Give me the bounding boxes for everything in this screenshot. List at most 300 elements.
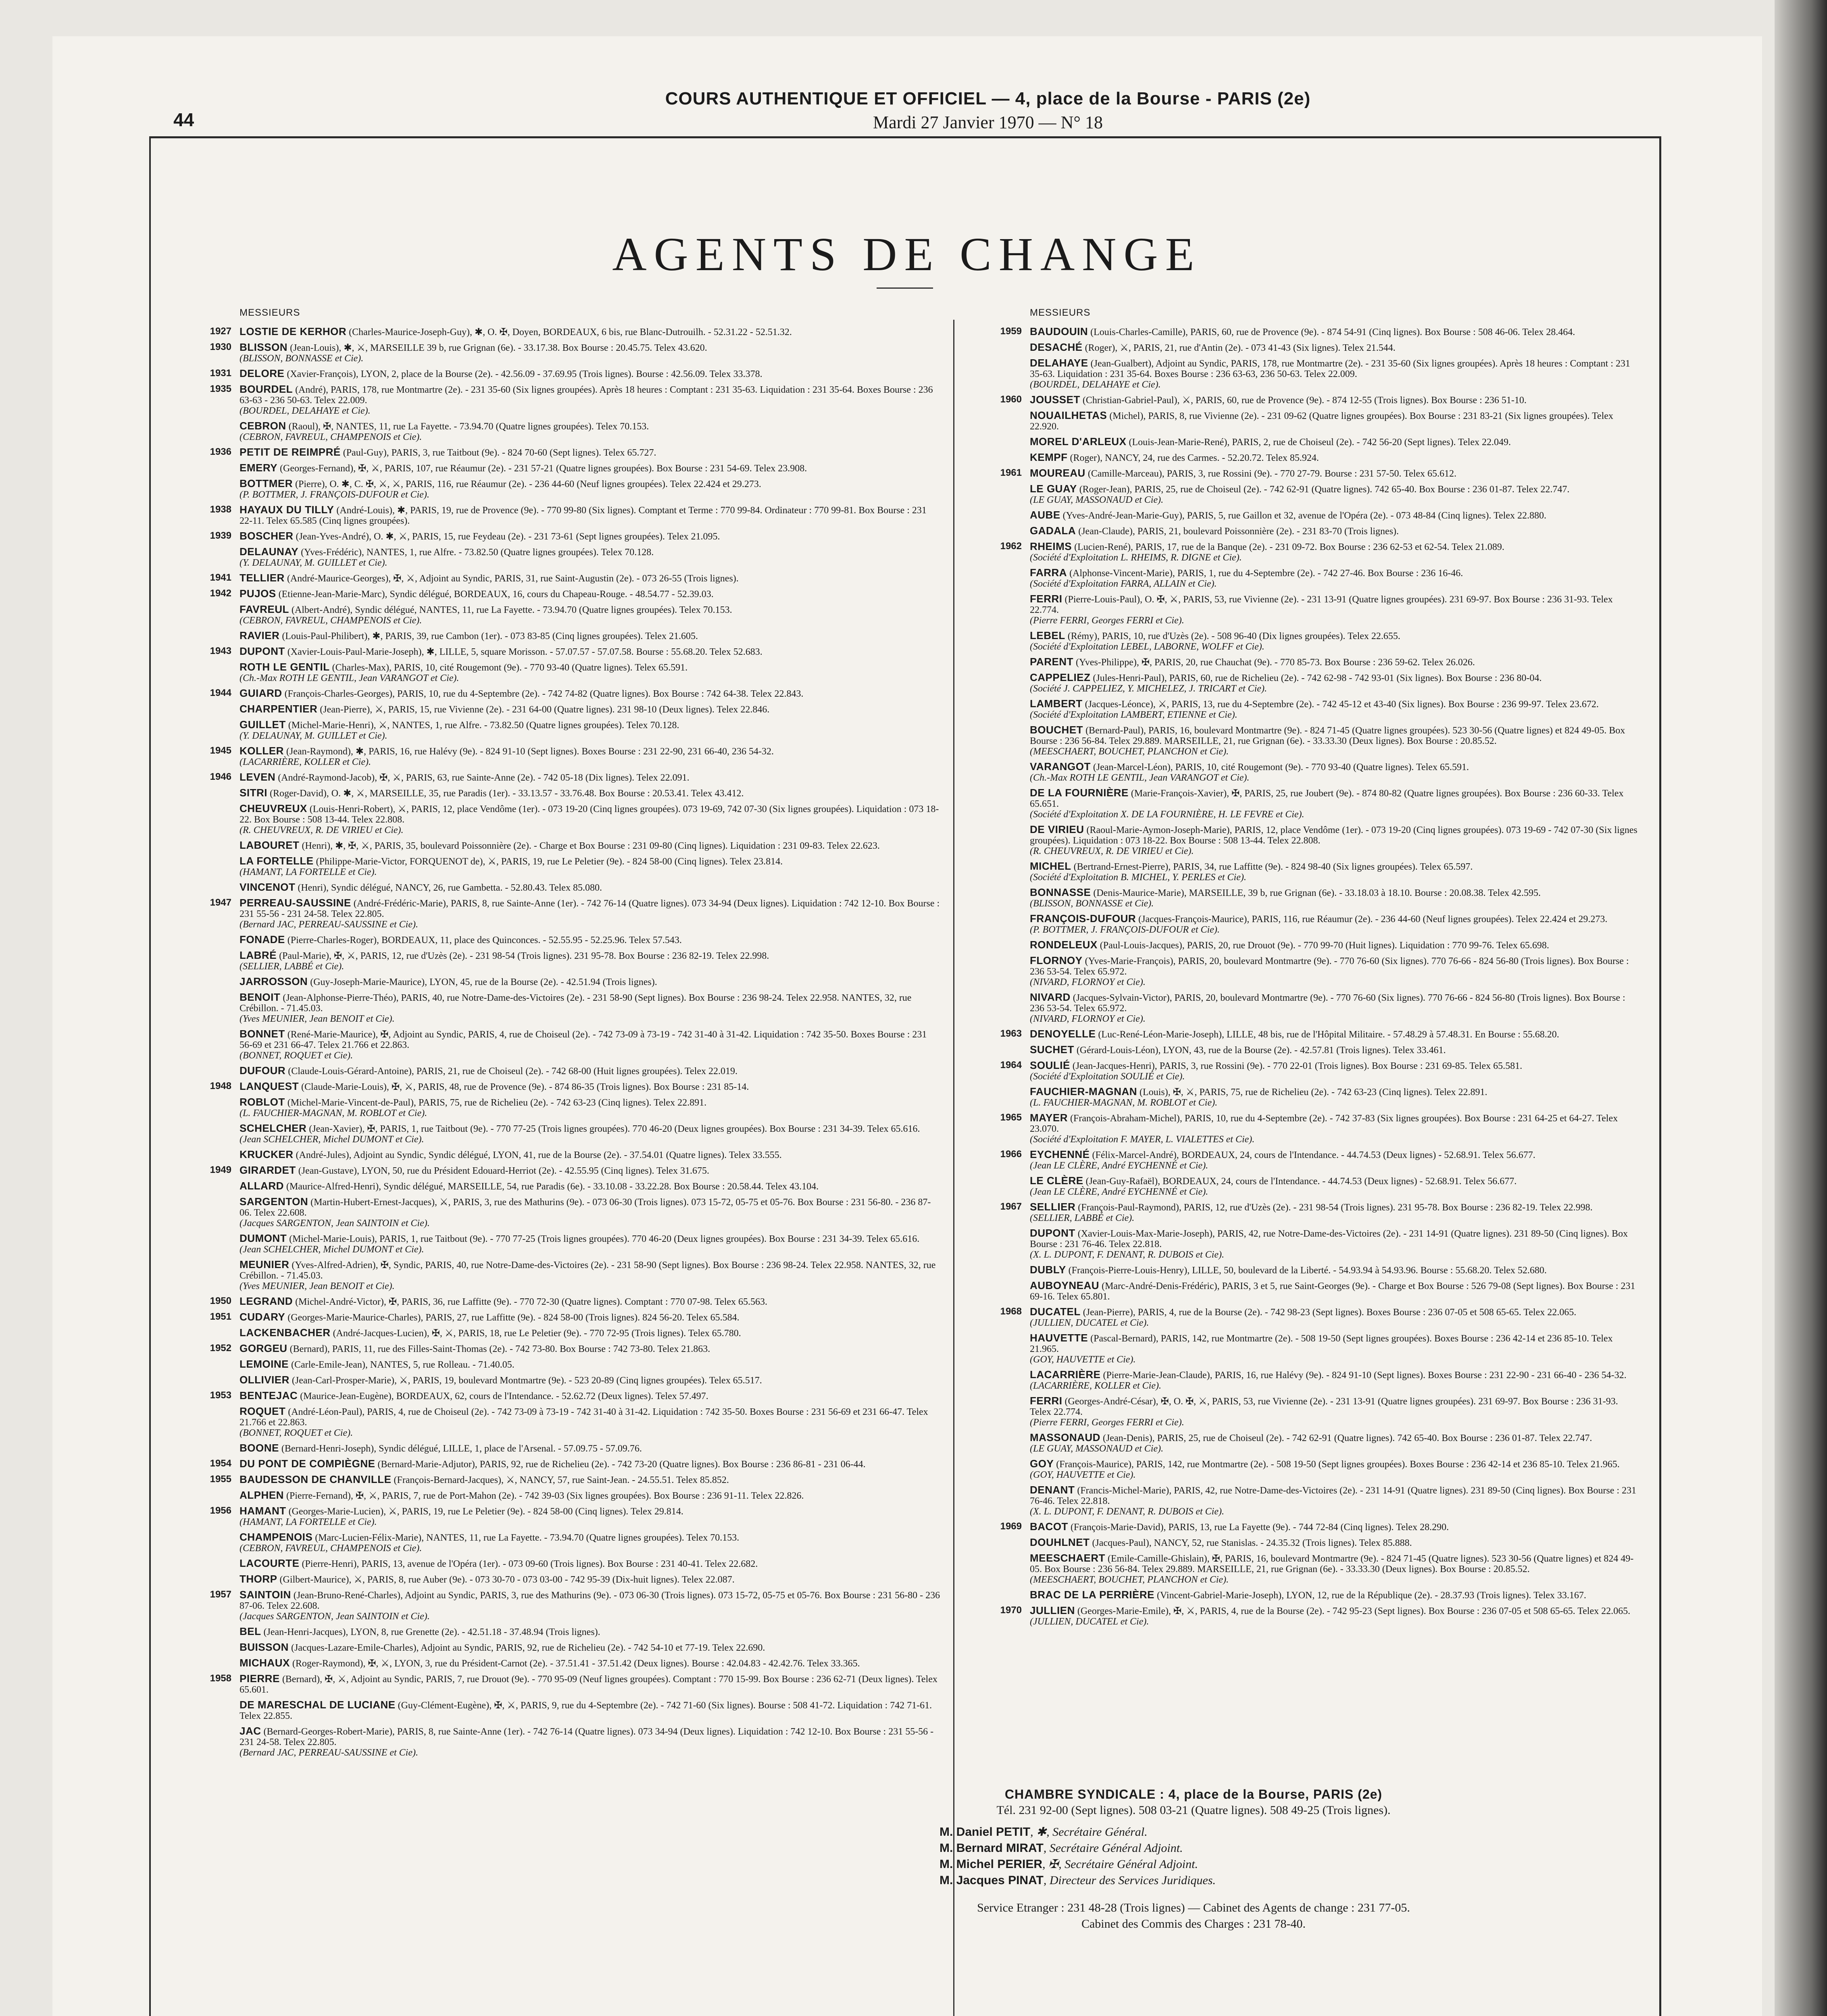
agent-name: BEL: [240, 1625, 261, 1637]
agent-name: SITRI: [240, 787, 267, 799]
agent-name: LABRÉ: [240, 949, 277, 961]
entry-year: 1969: [1000, 1521, 1022, 1532]
agent-details: (Xavier-Louis-Max-Marie-Joseph), PARIS, 42, rue Notre-Dame-des-Victoires (2e). - 231 14-91 (Quatre lignes). 231 89-50 (Cinq lignes). Box Bourse : 231 76-46. Telex 22.818.: [1030, 1229, 1628, 1250]
agent-entry: [183, 1259, 941, 1291]
agent-name: DENANT: [1030, 1484, 1075, 1496]
agent-details: (Roger), NANCY, 24, rue des Carmes. - 52.20.72. Telex 85.924.: [1070, 453, 1319, 463]
agent-details: (Emile-Camille-Ghislain), ✠, PARIS, 16, boulevard Montmartre (9e). - 824 71-45 (Quatre lignes). 523 30-56 (Quatre lignes) et 824 49-05. Box Bourse : 236 56-84. Telex 29.889. MARSEILLE, 21, rue Grignan (6e). - 33.33.30 (Deux lignes). Box Bourse : 20.85.52.: [1030, 1554, 1634, 1574]
agent-entry: [183, 1149, 941, 1160]
agent-entry: [183, 688, 941, 699]
agent-entry: [183, 421, 941, 442]
syndic-telephone: Tél. 231 92-00 (Sept lignes). 508 03-21 (Quatre lignes). 508 49-25 (Trois lignes).: [996, 1804, 1391, 1817]
agent-entry: [973, 787, 1639, 820]
agent-entry: [183, 787, 941, 799]
agent-entry: [973, 992, 1639, 1024]
agent-details: (Maurice-Alfred-Henri), Syndic délégué, MARSEILLE, 54, rue Paradis (6e). - 33.10.08 - 33.22.28. Box Bourse : 20.58.44. Telex 43.104.: [286, 1181, 819, 1192]
entry-year: 1947: [210, 897, 231, 908]
agent-details: (Louis-Henri-Robert), ⚔, PARIS, 12, place Vendôme (1er). - 073 19-20 (Cinq lignes groupées). 073 19-69, 742 07-30 (Six lignes groupées). Liquidation : 073 18-22. Box Bourse : 508 13-44. Telex 22.808.: [240, 804, 939, 825]
agent-entry: [183, 1296, 941, 1307]
title-divider: [877, 287, 933, 289]
agent-entry: [183, 1097, 941, 1118]
agent-entry: [973, 887, 1639, 909]
agent-entry: [183, 1474, 941, 1485]
agent-name: PARENT: [1030, 656, 1073, 668]
agent-details: (Jacques-Sylvain-Victor), PARIS, 20, boulevard Montmartre (9e). - 770 76-60 (Six lignes). 770 76-66 - 824 56-80 (Trois lignes). Box Bourse : 236 53-54. Telex 65.972.: [1030, 993, 1625, 1014]
agent-details: (Luc-René-Léon-Marie-Joseph), LILLE, 48 bis, rue de l'Hôpital Militaire. - 57.48.29 à 57.48.31. En Bourse : 55.68.20.: [1098, 1029, 1559, 1040]
agent-details: (Jacques-Paul), NANCY, 52, rue Stanislas. - 24.35.32 (Trois lignes). Telex 85.888.: [1092, 1538, 1412, 1548]
agent-details: (Jacques-Lazare-Emile-Charles), Adjoint au Syndic, PARIS, 92, rue de Richelieu (2e). - 742 54-10 et 77-19. Telex 22.690.: [291, 1643, 765, 1653]
agent-details: (Pierre-Charles-Roger), BORDEAUX, 11, place des Quinconces. - 52.55.95 - 52.25.96. Telex 57.543.: [287, 935, 682, 946]
agent-entry: [183, 898, 941, 930]
entry-year: 1935: [210, 383, 231, 394]
agent-name: EMERY: [240, 462, 277, 474]
firm-name: (Y. DELAUNAY, M. GUILLET et Cie).: [240, 558, 387, 568]
agent-name: ALPHEN: [240, 1489, 284, 1501]
agent-name: GADALA: [1030, 525, 1076, 537]
agent-entry: [183, 1065, 941, 1077]
syndic-title: CHAMBRE SYNDICALE : 4, place de la Bourse, PARIS (2e): [1004, 1787, 1383, 1801]
agent-details: (Bernard), ✠, ⚔, Adjoint au Syndic, PARIS, 7, rue Drouot (9e). - 770 95-09 (Neuf lignes groupées). Comptant : 770 15-99. Box Bourse : 236 62-71 (Deux lignes). Telex 65.601.: [240, 1674, 937, 1695]
agent-details: (Jean-Raymond), ✱, PARIS, 16, rue Halévy (9e). - 824 91-10 (Sept lignes). Boxes Bourse : 231 22-90, 231 66-40, 236 54-32.: [286, 746, 774, 757]
firm-name: (LACARRIÈRE, KOLLER et Cie).: [1030, 1381, 1161, 1391]
entry-year: 1959: [1000, 326, 1022, 337]
entry-year: 1949: [210, 1164, 231, 1175]
agent-name: BONNASSE: [1030, 886, 1091, 898]
firm-name: (L. FAUCHIER-MAGNAN, M. ROBLOT et Cie).: [240, 1108, 427, 1118]
agent-name: MICHAUX: [240, 1657, 290, 1669]
agent-name: ROBLOT: [240, 1096, 285, 1108]
agent-entry: [183, 1343, 941, 1354]
agent-details: (Philippe-Marie-Victor, FORQUENOT de), ⚔, PARIS, 19, rue Le Peletier (9e). - 824 58-00 (Cinq lignes). Telex 23.814.: [316, 856, 783, 867]
firm-name: (Ch.-Max ROTH LE GENTIL, Jean VARANGOT et Cie).: [240, 673, 459, 683]
agent-details: (Jean-Jacques-Henri), PARIS, 3, rue Rossini (9e). - 770 22-01 (Trois lignes). Box Bourse : 231 69-85. Telex 65.581.: [1072, 1061, 1523, 1071]
firm-name: (Jean LE CLÈRE, André EYCHENNÉ et Cie).: [1030, 1187, 1208, 1197]
agent-details: (Georges-André-César), ✠, O. ✠, ⚔, PARIS, 53, rue Vivienne (2e). - 231 13-91 (Quatre lignes groupées). 231 69-97. Box Bourse : 236 31-93. Telex 22.774.: [1030, 1396, 1618, 1417]
agent-details: (Jean-Gualbert), Adjoint au Syndic, PARIS, 178, rue Montmartre (2e). - 231 35-60 (Six lignes groupées). Après 18 heures : Comptant : 231 35-63. Liquidation : 231 35-64. Boxes Bourse : 236 63-63, 236 50-63. Telex 22.009.: [1030, 358, 1630, 379]
agent-name: BENTEJAC: [240, 1389, 298, 1402]
agent-entry: [973, 1458, 1639, 1480]
agent-entry: [183, 1458, 941, 1470]
agent-details: (Albert-André), Syndic délégué, NANTES, 11, rue La Fayette. - 73.94.70 (Quatre lignes groupées). Telex 70.153.: [291, 605, 732, 615]
agent-entry: [973, 1605, 1639, 1627]
agent-name: OLLIVIER: [240, 1374, 290, 1386]
firm-name: (Yves MEUNIER, Jean BENOIT et Cie).: [240, 1014, 395, 1024]
agent-details: (Maurice-Jean-Eugène), BORDEAUX, 62, cours de l'Intendance. - 52.62.72 (Deux lignes). Telex 57.497.: [300, 1391, 708, 1402]
agent-name: SAINTOIN: [240, 1589, 291, 1601]
agent-details: (Xavier-Louis-Paul-Marie-Joseph), ✱, LILLE, 5, square Morisson. - 57.07.57 - 57.07.58. Bourse : 55.68.20. Telex 52.683.: [287, 647, 762, 657]
agent-entry: [183, 1233, 941, 1255]
entry-year: 1951: [210, 1311, 231, 1322]
agent-entry: [183, 1029, 941, 1061]
left-column: [183, 308, 941, 1762]
agent-details: (Bernard-Paul), PARIS, 16, boulevard Montmartre (9e). - 824 71-45 (Quatre lignes groupées). 523 30-56 (Quatre lignes) et 824 49-05. Box Bourse : 236 56-84. Telex 29.889. MARSEILLE, 21, rue Grignan (6e). - 33.33.30 (Deux lignes). Box Bourse : 20.85.52.: [1030, 725, 1625, 746]
agent-entry: [183, 1658, 941, 1669]
agent-name: JULLIEN: [1030, 1604, 1075, 1616]
agent-details: (Yves-Frédéric), NANTES, 1, rue Alfre. - 73.82.50 (Quatre lignes groupées). Telex 70.128.: [301, 547, 654, 558]
firm-name: (Pierre FERRI, Georges FERRI et Cie).: [1030, 615, 1184, 626]
agent-entry: [973, 1589, 1639, 1601]
agent-details: (Yves-Marie-François), PARIS, 20, boulevard Montmartre (9e). - 770 76-60 (Six lignes). 770 76-66 - 824 56-80 (Trois lignes). Box Bourse : 236 53-54. Telex 65.972.: [1030, 956, 1629, 977]
agent-name: BRAC DE LA PERRIÈRE: [1030, 1589, 1155, 1601]
agent-entry: [973, 594, 1639, 626]
entry-year: 1962: [1000, 541, 1022, 552]
agent-details: (André-Jules), Adjoint au Syndic, Syndic délégué, LYON, 41, rue de la Bourse (2e). - 37.54.01 (Quatre lignes). Telex 33.555.: [296, 1150, 782, 1160]
firm-name: (Jean SCHELCHER, Michel DUMONT et Cie).: [240, 1134, 424, 1145]
agent-entry: [973, 1432, 1639, 1454]
agent-name: FAUCHIER-MAGNAN: [1030, 1085, 1137, 1098]
agent-entry: [183, 1359, 941, 1370]
agent-name: LAMBERT: [1030, 698, 1083, 710]
agent-entry: [183, 326, 941, 337]
agent-details: (Francis-Michel-Marie), PARIS, 42, rue Notre-Dame-des-Victoires (2e). - 231 14-91 (Quatre lignes). 231 89-50 (Cinq lignes). Box Bourse : 231 76-46. Telex 22.818.: [1030, 1485, 1637, 1506]
agent-name: MEESCHAERT: [1030, 1552, 1106, 1564]
agent-entry: [183, 368, 941, 379]
agent-name: SELLIER: [1030, 1201, 1076, 1213]
agent-name: LEBEL: [1030, 629, 1065, 641]
agent-name: GOY: [1030, 1458, 1054, 1470]
agent-details: (François-Pierre-Louis-Henry), LILLE, 50, boulevard de la Liberté. - 54.93.94 à 54.93.96. Bourse : 55.68.20. Telex 52.680.: [1068, 1265, 1547, 1276]
agent-details: (Gilbert-Maurice), ⚔, PARIS, 8, rue Auber (9e). - 073 30-70 - 073 03-00 - 742 95-39 (Dix-huit lignes). Telex 22.087.: [279, 1574, 735, 1585]
firm-name: (Yves MEUNIER, Jean BENOIT et Cie).: [240, 1281, 395, 1291]
page-gutter-shadow: [1775, 0, 1827, 2016]
firm-name: (GOY, HAUVETTE et Cie).: [1030, 1354, 1136, 1365]
agent-name: SUCHET: [1030, 1043, 1074, 1056]
agent-details: (Michel-André-Victor), ✠, PARIS, 36, rue Laffitte (9e). - 770 72-30 (Quatre lignes). Comptant : 770 07-98. Telex 65.563.: [295, 1297, 768, 1307]
agent-name: MICHEL: [1030, 860, 1071, 872]
firm-name: (CEBRON, FAVREUL, CHAMPENOIS et Cie).: [240, 432, 422, 442]
agent-entry: [183, 719, 941, 741]
agent-entry: [183, 856, 941, 877]
agent-entry: [973, 567, 1639, 589]
agent-name: RONDELEUX: [1030, 939, 1098, 951]
agent-details: (Jean-Pierre), ⚔, PARIS, 15, rue Vivienne (2e). - 231 64-00 (Quatre lignes). 231 98-10 (Deux lignes). Telex 22.846.: [320, 704, 770, 715]
agent-name: GUIARD: [240, 687, 282, 699]
agent-entry: [973, 1086, 1639, 1108]
agent-entry: [973, 1112, 1639, 1145]
agent-name: DU PONT DE COMPIÈGNE: [240, 1458, 375, 1470]
agent-name: FLORNOY: [1030, 954, 1083, 966]
agent-entry: [973, 824, 1639, 856]
entry-year: 1948: [210, 1081, 231, 1091]
agent-entry: [183, 573, 941, 584]
agent-entry: [973, 1202, 1639, 1223]
firm-name: (GOY, HAUVETTE et Cie).: [1030, 1470, 1136, 1480]
agent-details: (Michel-Marie-Henri), ⚔, NANTES, 1, rue Alfre. - 73.82.50 (Quatre lignes groupées). Telex 70.128.: [288, 720, 679, 731]
agent-name: DUBLY: [1030, 1264, 1066, 1276]
agent-details: (Jean-Pierre), PARIS, 4, rue de la Bourse (2e). - 742 98-23 (Sept lignes). Boxes Bourse : 236 07-05 et 508 65-65. Telex 22.065.: [1083, 1307, 1577, 1318]
agent-details: (Jean-Henri-Jacques), LYON, 8, rue Grenette (2e). - 42.51.18 - 37.48.94 (Trois lignes).: [263, 1627, 600, 1637]
agent-name: RAVIER: [240, 629, 280, 641]
firm-name: (MEESCHAERT, BOUCHET, PLANCHON et Cie).: [1030, 1574, 1229, 1585]
agent-details: (Pierre-Louis-Paul), O. ✠, ⚔, PARIS, 53, rue Vivienne (2e). - 231 13-91 (Quatre lignes groupées). 231 69-97. Box Bourse : 236 31-93. Telex 22.774.: [1030, 594, 1613, 615]
publication-date: Mardi 27 Janvier 1970 — N° 18: [873, 112, 1103, 132]
agent-entry: [973, 672, 1639, 694]
content-frame: [149, 136, 1661, 2016]
agent-entry: [183, 1699, 941, 1721]
agent-name: CAPPELIEZ: [1030, 671, 1091, 683]
agent-details: (Georges-Marie-Maurice-Charles), PARIS, 27, rue Laffitte (9e). - 824 58-00 (Trois lignes). 824 56-20. Telex 65.584.: [287, 1312, 740, 1323]
agent-name: PETIT DE REIMPRÉ: [240, 446, 341, 458]
agent-name: FONADE: [240, 933, 285, 946]
firm-name: (BOURDEL, DELAHAYE et Cie).: [240, 406, 371, 416]
agent-name: LACARRIÈRE: [1030, 1368, 1101, 1381]
firm-name: (JULLIEN, DUCATEL et Cie).: [1030, 1318, 1149, 1328]
entry-year: 1956: [210, 1505, 231, 1516]
firm-name: (L. FAUCHIER-MAGNAN, M. ROBLOT et Cie).: [1030, 1098, 1218, 1108]
firm-name: (Société d'Exploitation F. MAYER, L. VIALETTES et Cie).: [1030, 1134, 1255, 1145]
agent-entry: [183, 1443, 941, 1454]
agent-entry: [973, 342, 1639, 353]
firm-name: (Société d'Exploitation LAMBERT, ETIENNE et Cie).: [1030, 710, 1237, 720]
agent-entry: [183, 992, 941, 1024]
agent-name: LABOURET: [240, 839, 300, 851]
agent-details: (Yves-Philippe), ✠, PARIS, 20, rue Chauchat (9e). - 770 85-73. Box Bourse : 236 59-62. Telex 26.026.: [1075, 657, 1475, 668]
agent-details: (Jean-Louis), ✱, ⚔, MARSEILLE 39 b, rue Grignan (6e). - 33.17.38. Box Bourse : 20.45.75. Telex 43.620.: [290, 343, 707, 353]
agent-entry: [973, 1264, 1639, 1276]
agent-entry: [183, 1506, 941, 1527]
agent-details: (Bernard-Marie-Adjutor), PARIS, 92, rue de Richelieu (2e). - 742 73-20 (Quatre lignes). Box Bourse : 236 86-81 - 231 06-44.: [377, 1459, 866, 1470]
agent-entry: [183, 447, 941, 458]
agent-entry: [183, 1490, 941, 1501]
firm-name: (LE GUAY, MASSONAUD et Cie).: [1030, 1443, 1164, 1454]
agent-name: THORP: [240, 1573, 277, 1585]
agent-details: (Denis-Maurice-Marie), MARSEILLE, 39 b, rue Grignan (6e). - 33.18.03 à 18.10. Bourse : 20.08.38. Telex 42.595.: [1093, 888, 1541, 898]
agent-details: (Yves-Alfred-Adrien), ✠, Syndic, PARIS, 40, rue Notre-Dame-des-Victoires (2e). - 231 58-90 (Sept lignes). Box Bourse : 236 98-24. Telex 22.958. NANTES, 32, rue Crébillon. - 71.45.03.: [240, 1260, 936, 1281]
person-role: , Directeur des Services Juridiques.: [1043, 1874, 1216, 1887]
entry-year: 1941: [210, 572, 231, 583]
firm-name: (P. BOTTMER, J. FRANÇOIS-DUFOUR et Cie).: [1030, 925, 1220, 935]
agent-details: (François-Bernard-Jacques), ⚔, NANCY, 57, rue Saint-Jean. - 24.55.51. Telex 85.852.: [394, 1475, 729, 1485]
agent-details: (Louis-Paul-Philibert), ✱, PARIS, 39, rue Cambon (1er). - 073 83-85 (Cinq lignes groupées). Telex 21.605.: [282, 631, 698, 641]
agent-name: HAMANT: [240, 1505, 286, 1517]
agent-details: (Georges-Marie-Emile), ✠, ⚔, PARIS, 4, rue de la Bourse (2e). - 742 95-23 (Sept lignes). Box Bourse : 236 07-05 et 508 65-65. Telex 22.065.: [1077, 1606, 1631, 1616]
entry-year: 1968: [1000, 1306, 1022, 1317]
agent-name: CUDARY: [240, 1311, 285, 1323]
firm-name: (Société J. CAPPELIEZ, Y. MICHELEZ, J. TRICART et Cie).: [1030, 683, 1267, 694]
agent-entry: [973, 1306, 1639, 1328]
agent-list-left: [183, 326, 941, 1758]
agent-entry: [183, 1726, 941, 1758]
firm-name: (Jean SCHELCHER, Michel DUMONT et Cie).: [240, 1244, 424, 1255]
agent-details: (André-Frédéric-Marie), PARIS, 8, rue Sainte-Anne (1er). - 742 76-14 (Quatre lignes). 073 34-94 (Deux lignes). Liquidation : 742 12-10. Box Bourse : 231 55-56 - 231 24-58. Telex 22.805.: [240, 898, 940, 919]
agent-name: DOUHLNET: [1030, 1536, 1090, 1548]
agent-entry: [973, 1537, 1639, 1548]
agent-name: LE CLÈRE: [1030, 1175, 1083, 1187]
agent-entry: [183, 1181, 941, 1192]
firm-name: (Jacques SARGENTON, Jean SAINTOIN et Cie).: [240, 1218, 430, 1229]
agent-entry: [183, 630, 941, 641]
agent-details: (Georges-Marie-Lucien), ⚔, PARIS, 19, rue Le Peletier (9e). - 824 58-00 (Cinq lignes). Telex 29.814.: [288, 1506, 683, 1517]
entry-year: 1930: [210, 342, 231, 352]
entry-year: 1946: [210, 771, 231, 782]
agent-entry: [183, 588, 941, 600]
agent-entry: [973, 656, 1639, 668]
firm-name: (NIVARD, FLORNOY et Cie).: [1030, 1014, 1146, 1024]
agent-name: SCHELCHER: [240, 1122, 307, 1134]
firm-name: (CEBRON, FAVREUL, CHAMPENOIS et Cie).: [240, 1543, 422, 1554]
agent-name: LOSTIE DE KERHOR: [240, 325, 347, 337]
agent-entry: [973, 630, 1639, 652]
entry-year: 1942: [210, 588, 231, 599]
agent-details: (Marc-André-Denis-Frédéric), PARIS, 3 et 5, rue Saint-Georges (9e). - Charge et Box Bourse : 526 79-08 (Sept lignes). Box Bourse : 231 69-16. Telex 65.801.: [1030, 1281, 1635, 1302]
agent-entry: [973, 452, 1639, 463]
entry-year: 1965: [1000, 1112, 1022, 1123]
agent-entry: [973, 510, 1639, 521]
agent-name: SARGENTON: [240, 1195, 308, 1208]
agent-details: (Rémy), PARIS, 10, rue d'Uzès (2e). - 508 96-40 (Dix lignes groupées). Telex 22.655.: [1067, 631, 1400, 641]
agent-details: (Paul-Marie), ✠, ⚔, PARIS, 12, rue d'Uzès (2e). - 231 98-54 (Trois lignes). 231 95-78. Box Bourse : 236 82-19. Telex 22.998.: [279, 951, 769, 961]
firm-name: (JULLIEN, DUCATEL et Cie).: [1030, 1616, 1149, 1627]
page-title: AGENTS DE CHANGE: [612, 228, 1202, 281]
agent-entry: [183, 950, 941, 972]
agent-entry: [973, 1149, 1639, 1171]
agent-entry: [183, 1532, 941, 1554]
agent-entry: [973, 410, 1639, 432]
agent-name: BLISSON: [240, 341, 288, 353]
agent-name: TELLIER: [240, 572, 285, 584]
agent-entry: [183, 531, 941, 542]
firm-name: (BLISSON, BONNASSE et Cie).: [1030, 898, 1154, 909]
agent-entry: [183, 976, 941, 987]
firm-name: (Société d'Exploitation B. MICHEL, Y. PERLES et Cie).: [1030, 872, 1246, 883]
agent-name: LANQUEST: [240, 1080, 299, 1092]
agent-entry: [973, 1485, 1639, 1517]
entry-year: 1945: [210, 745, 231, 756]
firm-name: (BOURDEL, DELAHAYE et Cie).: [1030, 379, 1161, 390]
entry-year: 1950: [210, 1295, 231, 1306]
agent-details: (Pierre-Fernand), ✠, ⚔, PARIS, 7, rue de Port-Mahon (2e). - 742 39-03 (Six lignes groupées). Box Bourse : 236 91-11. Telex 22.826.: [286, 1491, 804, 1501]
agent-details: (Roger-Raymond), ✠, ⚔, LYON, 3, rue du Président-Carnot (2e). - 37.51.41 - 37.51.42 (Deux lignes). Bourse : 42.04.83 - 42.42.76. Telex 33.365.: [292, 1658, 860, 1669]
agent-entry: [183, 462, 941, 474]
agent-name: LACOURTE: [240, 1557, 300, 1569]
firm-name: (Bernard JAC, PERREAU-SAUSSINE et Cie).: [240, 1747, 418, 1758]
agent-name: ALLARD: [240, 1180, 284, 1192]
firm-name: (BLISSON, BONNASSE et Cie).: [240, 353, 364, 364]
firm-name: (CEBRON, FAVREUL, CHAMPENOIS et Cie).: [240, 615, 422, 626]
firm-name: (Bernard JAC, PERREAU-SAUSSINE et Cie).: [240, 919, 418, 930]
agent-details: (Bernard-Georges-Robert-Marie), PARIS, 8, rue Sainte-Anne (1er). - 742 76-14 (Quatre lignes). 073 34-94 (Deux lignes). Liquidation : 742 12-10. Box Bourse : 231 55-56 - 231 24-58. Telex 22.805.: [240, 1727, 934, 1747]
agent-details: (François-Maurice), PARIS, 142, rue Montmartre (2e). - 508 19-50 (Sept lignes groupées). Boxes Bourse : 236 42-14 et 236 85-10. Telex 21.965.: [1056, 1459, 1620, 1470]
agent-name: GORGEU: [240, 1342, 287, 1354]
agent-name: NOUAILHETAS: [1030, 409, 1107, 421]
agent-details: (Charles-Max), PARIS, 10, cité Rougemont (9e). - 770 93-40 (Quatre lignes). Telex 65.591.: [332, 662, 688, 673]
agent-details: (Jean-Guy-Rafaël), BORDEAUX, 24, cours de l'Intendance. - 44.74.53 (Deux lignes) - 52.68.91. Telex 56.677.: [1085, 1176, 1517, 1187]
column-heading-left: MESSIEURS: [240, 307, 300, 318]
agent-details: (Bernard-Henri-Joseph), Syndic délégué, LILLE, 1, place de l'Arsenal. - 57.09.75 - 57.09.76.: [281, 1443, 642, 1454]
agent-entry: [973, 468, 1639, 479]
agent-entry: [973, 1395, 1639, 1428]
firm-name: (P. BOTTMER, J. FRANÇOIS-DUFOUR et Cie).: [240, 489, 429, 500]
agent-name: DELAHAYE: [1030, 357, 1088, 369]
page-number: 44: [173, 109, 194, 130]
firm-name: (BONNET, ROQUET et Cie).: [240, 1428, 353, 1438]
person-role: , Secrétaire Général Adjoint.: [1043, 1841, 1183, 1855]
agent-details: (Marc-Lucien-Félix-Marie), NANTES, 11, rue La Fayette. - 73.94.70 (Quatre lignes groupées). Telex 70.153.: [315, 1533, 740, 1543]
agent-name: DESACHÉ: [1030, 341, 1083, 353]
agent-details: (Yves-André-Jean-Marie-Guy), PARIS, 5, rue Gaillon et 32, avenue de l'Opéra (2e). - 073 48-84 (Cinq lignes). Telex 22.880.: [1062, 510, 1546, 521]
agent-entry: [973, 939, 1639, 951]
agent-entry: [183, 662, 941, 683]
agent-name: LEGRAND: [240, 1295, 293, 1307]
agent-name: VARANGOT: [1030, 760, 1091, 773]
firm-name: (Pierre FERRI, Georges FERRI et Cie).: [1030, 1417, 1184, 1428]
agent-details: (Christian-Gabriel-Paul), ⚔, PARIS, 60, rue de Provence (9e). - 874 12-55 (Trois lignes). Box Bourse : 236 51-10.: [1082, 395, 1527, 406]
agent-details: (Etienne-Jean-Marie-Marc), Syndic délégué, BORDEAUX, 16, cours du Chapeau-Rouge. - 48.54.77 - 52.39.03.: [278, 589, 714, 600]
agent-name: PIERRE: [240, 1672, 280, 1685]
entry-year: 1967: [1000, 1201, 1022, 1212]
person-name: M. Michel PERIER: [940, 1858, 1043, 1871]
chambre-syndicale-block: [887, 1786, 1500, 1932]
entry-year: 1963: [1000, 1028, 1022, 1039]
publication-header: COURS AUTHENTIQUE ET OFFICIEL — 4, place de la Bourse - PARIS (2e): [665, 89, 1311, 108]
agent-details: (François-Marie-David), PARIS, 13, rue La Fayette (9e). - 744 72-84 (Cinq lignes). Telex 28.290.: [1070, 1522, 1449, 1533]
agent-entry: [183, 504, 941, 526]
agent-entry: [183, 342, 941, 364]
agent-list-right: [973, 326, 1639, 1627]
agent-name: BUISSON: [240, 1641, 289, 1653]
syndic-cabinet: Cabinet des Commis des Charges : 231 78-40.: [1081, 1917, 1306, 1931]
agent-entry: [973, 436, 1639, 448]
firm-name: (HAMANT, LA FORTELLE et Cie).: [240, 867, 377, 877]
agent-details: (Georges-Fernand), ✠, ⚔, PARIS, 107, rue Réaumur (2e). - 231 57-21 (Quatre lignes groupées). Box Bourse : 231 54-69. Telex 23.908.: [280, 463, 807, 474]
firm-name: (X. L. DUPONT, F. DENANT, R. DUBOIS et Cie).: [1030, 1250, 1224, 1260]
entry-year: 1954: [210, 1458, 231, 1469]
agent-name: DELORE: [240, 367, 285, 379]
syndic-staff-list: [940, 1824, 1500, 1889]
agent-details: (Vincent-Gabriel-Marie-Joseph), LYON, 12, rue de la République (2e). - 28.37.93 (Trois lignes). Telex 33.167.: [1157, 1590, 1586, 1601]
agent-name: DELAUNAY: [240, 546, 299, 558]
agent-name: DUCATEL: [1030, 1306, 1081, 1318]
agent-name: JOUSSET: [1030, 394, 1080, 406]
agent-entry: [183, 934, 941, 946]
agent-details: (Henri), ✱, ✠, ⚔, PARIS, 35, boulevard Poissonnière (2e). - Charge et Box Bourse : 231 09-80 (Cinq lignes). Liquidation : 231 09-83. Telex 22.623.: [302, 841, 880, 851]
agent-name: PERREAU-SAUSSINE: [240, 897, 351, 909]
firm-name: (X. L. DUPONT, F. DENANT, R. DUBOIS et Cie).: [1030, 1506, 1224, 1517]
agent-details: (Bertrand-Ernest-Pierre), PARIS, 34, rue Laffitte (9e). - 824 98-40 (Six lignes groupées). Telex 65.597.: [1073, 862, 1473, 872]
agent-name: JAC: [240, 1725, 261, 1737]
agent-details: (Raoul-Marie-Aymon-Joseph-Marie), PARIS, 12, place Vendôme (1er). - 073 19-20 (Cinq lignes groupées). 073 19-69 - 742 07-30 (Six lignes groupées). Liquidation : 073 18-22. Box Bourse : 508 13-44. Telex 22.808.: [1030, 825, 1637, 846]
agent-details: (François-Paul-Raymond), PARIS, 12, rue d'Uzès (2e). - 231 98-54 (Trois lignes). 231 95-78. Box Bourse : 236 82-19. Telex 22.998.: [1078, 1202, 1593, 1213]
agent-details: (Roger), ⚔, PARIS, 21, rue d'Antin (2e). - 073 41-43 (Six lignes). Telex 21.544.: [1085, 343, 1396, 353]
agent-name: DUFOUR: [240, 1064, 286, 1077]
agent-name: CEBRON: [240, 420, 286, 432]
agent-details: (André-Maurice-Georges), ✠, ⚔, Adjoint au Syndic, PARIS, 31, rue Saint-Augustin (2e). - 073 26-55 (Trois lignes).: [287, 573, 739, 584]
agent-details: (Jules-Henri-Paul), PARIS, 60, rue de Richelieu (2e). - 742 62-98 - 742 93-01 (Six lignes). Box Bourse : 236 80-04.: [1093, 673, 1542, 683]
agent-details: (Jean-Gustave), LYON, 50, rue du Président Edouard-Herriot (2e). - 42.55.95 (Cinq lignes). Telex 31.675.: [298, 1166, 710, 1176]
syndic-person: [940, 1840, 1500, 1856]
agent-entry: [183, 646, 941, 657]
agent-entry: [183, 1589, 941, 1622]
agent-details: (François-Charles-Georges), PARIS, 10, rue du 4-Septembre (2e). - 742 74-82 (Quatre lignes). Box Bourse : 742 64-38. Telex 22.843.: [284, 689, 804, 699]
agent-name: DUPONT: [1030, 1227, 1075, 1239]
agent-details: (Jean-Alphonse-Pierre-Théo), PARIS, 40, rue Notre-Dame-des-Victoires (2e). - 231 58-90 (Sept lignes). Box Bourse : 236 98-24. Telex 22.958. NANTES, 32, rue Crébillon. - 71.45.03.: [240, 993, 912, 1014]
agent-entry: [973, 725, 1639, 757]
agent-details: (Michel-Marie-Vincent-de-Paul), PARIS, 75, rue de Richelieu (2e). - 742 63-23 (Cinq lignes). Telex 22.891.: [287, 1098, 707, 1108]
agent-name: VINCENOT: [240, 881, 296, 893]
agent-details: (Jean-Claude), PARIS, 21, boulevard Poissonnière (2e). - 231 83-70 (Trois lignes).: [1078, 526, 1399, 537]
agent-details: (Jacques-François-Maurice), PARIS, 116, rue Réaumur (2e). - 236 44-60 (Neuf lignes groupées). Telex 22.424 et 29.273.: [1138, 914, 1608, 925]
agent-entry: [973, 913, 1639, 935]
agent-details: (Bernard), PARIS, 11, rue des Filles-Saint-Thomas (2e). - 742 73-80. Box Bourse : 742 73-80. Telex 21.863.: [290, 1344, 710, 1354]
entry-year: 1970: [1000, 1605, 1022, 1616]
agent-details: (Jean-Carl-Prosper-Marie), ⚔, PARIS, 19, boulevard Montmartre (9e). - 523 20-89 (Cinq lignes groupées). Telex 65.517.: [292, 1375, 762, 1386]
agent-entry: [183, 384, 941, 416]
agent-entry: [973, 394, 1639, 406]
firm-name: (NIVARD, FLORNOY et Cie).: [1030, 977, 1146, 987]
agent-name: LACKENBACHER: [240, 1327, 331, 1339]
agent-details: (Carle-Emile-Jean), NANTES, 5, rue Rolleau. - 71.40.05.: [291, 1360, 515, 1370]
agent-details: (Jean-Xavier), ✠, PARIS, 1, rue Taitbout (9e). - 770 77-25 (Trois lignes groupées). 770 46-20 (Deux lignes groupées). Box Bourse : 231 34-39. Telex 65.616.: [309, 1124, 920, 1134]
